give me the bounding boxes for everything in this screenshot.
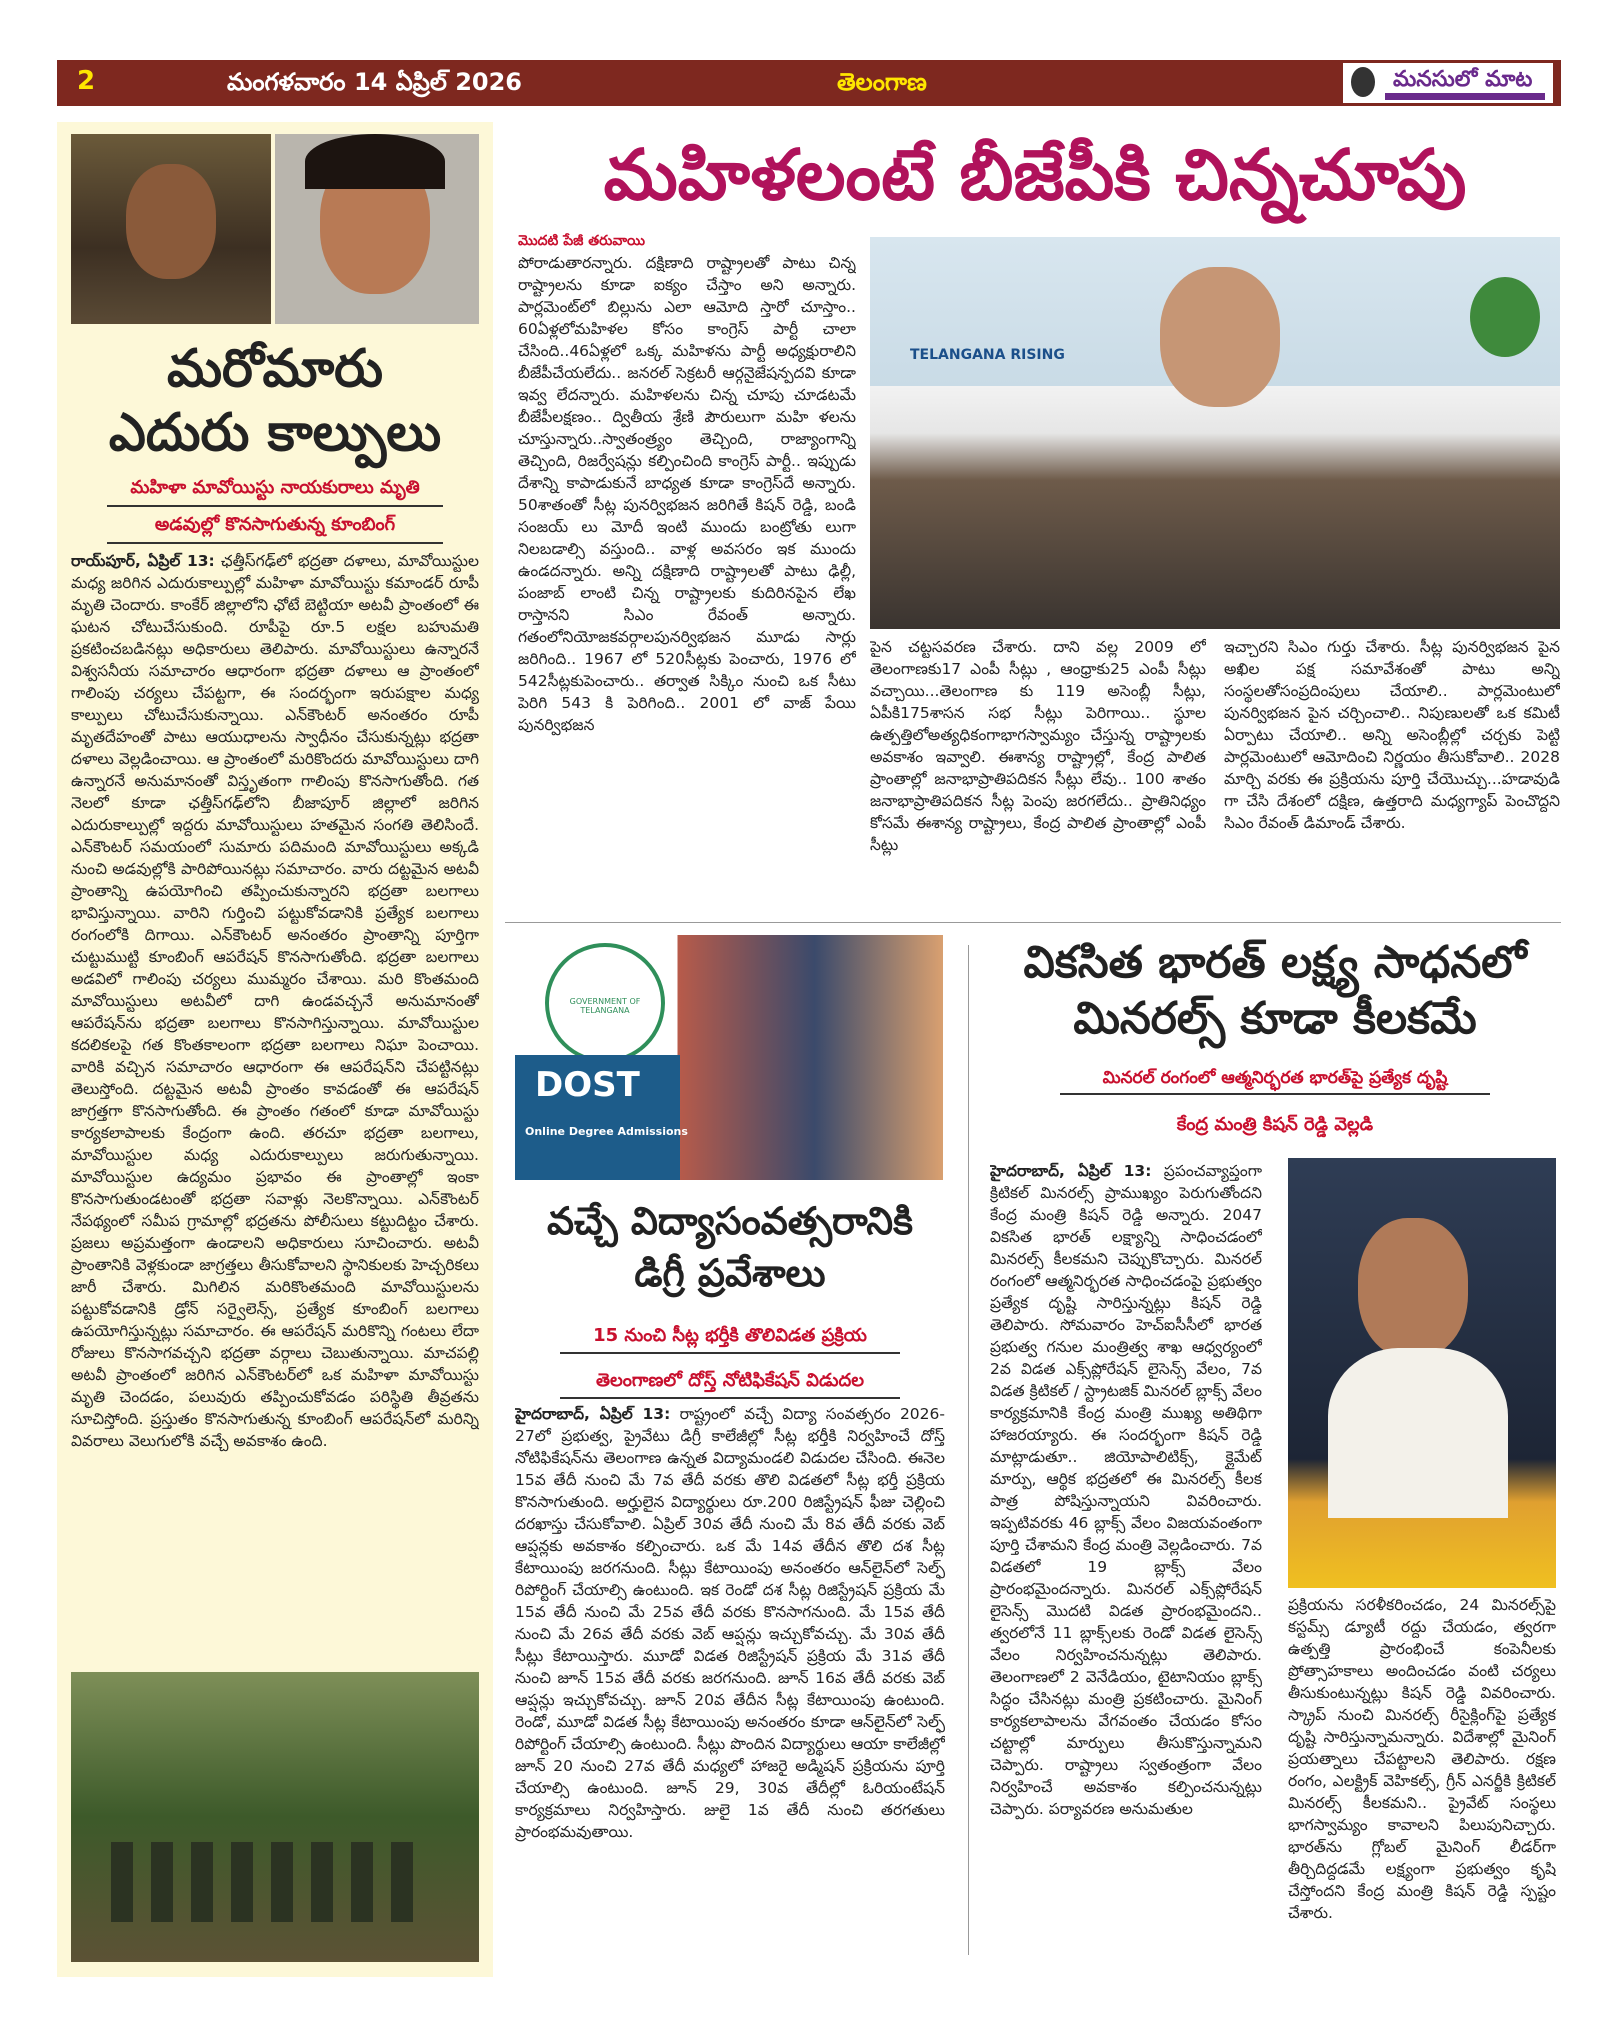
masthead-logo: మనసులో మాట [1343, 63, 1553, 103]
continued-label: మొదటి పేజీ తరువాయి [518, 233, 645, 249]
subheadline: కేంద్ర మంత్రి కిషన్ రెడ్డి వెల్లడి [1176, 1114, 1374, 1135]
minerals-headline: వికసిత భారత్ లక్ష్య సాధనలో మినరల్స్ కూడా కీలకమే [1023, 937, 1527, 1044]
press-meet-photo: TELANGANA RISING [870, 237, 1560, 629]
divider [505, 922, 1561, 923]
divider [968, 945, 969, 1955]
page-header [57, 60, 1561, 106]
subheadline: మినరల్ రంగంలో ఆత్మనిర్భరత భారత్‌పై ప్రత్యేక దృష్టి [1102, 1068, 1448, 1088]
forest-photo [71, 1672, 479, 1962]
dost-headline: వచ్చే విద్యాసంవత్సరానికి డిగ్రీ ప్రవేశాలు [547, 1199, 913, 1295]
main-headline: మహిళలంటే బీజేపీకి చిన్నచూపు [603, 134, 1467, 216]
section-name: తెలంగాణ [837, 68, 927, 96]
minerals-body-col1: హైదరాబాద్, ఏప్రిల్ 13: ప్రపంచవ్యాప్తంగా క్రిటికల్ మినరల్స్ ప్రాముఖ్యం పెరుగుతోందని కేంద్ర మంత్రి కిషన్ రెడ్డి అన్నారు. 2047 వికసిత భారత్ లక్ష్యాన్ని సాధించడంలో మినరల్స్ కీలకమని చెప్పుకొచ్చారు. మినరల్ రంగంలో ఆత్మనిర్భరత సాధించడంపై ప్రభుత్వం ప్రత్యేక దృష్టి సారిస్తున్నట్లు కిషన్ రెడ్డి తెలిపారు. సోమవారం హెచ్‌ఐసీసీలో భారత ప్రభుత్వ గనుల మంత్రిత్వ శాఖ ఆధ్వర్యంలో 2వ విడత ఎక్స్‌ప్లోరేషన్ లైసెన్స్ వేలం, 7వ విడత క్రిటికల్ / స్ట్రాటజిక్ మినరల్ బ్లాక్స్ వేలం కార్యక్రమానికి కేంద్ర మంత్రి ముఖ్య అతిథిగా హాజరయ్యారు. ఈ సందర్భంగా కిషన్ రెడ్డి మాట్లాడుతూ.. జియోపాలిటిక్స్, క్లైమేట్ మార్పు, ఆర్థిక భద్రతలో ఈ మినరల్స్ కీలక పాత్ర పోషిస్తున్నాయని వివరించారు. ఇప్పటివరకు 46 బ్లాక్స్ వేలం విజయవంతంగా పూర్తి చేశామని కేంద్ర మంత్రి వెల్లడించారు. 7వ విడతలో 19 బ్లాక్స్ వేలం ప్రారంభమైందన్నారు. మినరల్ ఎక్స్‌ప్లోరేషన్ లైసెన్స్ మొదటి విడత ప్రారంభమైందని.. త్వరలోనే 11 బ్లాక్స్‌లకు రెండో విడత లైసెన్స్ వేలం నిర్వహించనున్నట్లు తెలిపారు. తెలంగాణలో 2 వెనేడియం, టైటానియం బ్లాక్స్ సిద్ధం చేసినట్లు మంత్రి ప్రకటించారు. మైనింగ్ కార్యకలాపాలను వేగవంతం చేయడం కోసం చట్టాల్లో మార్పులు తీసుకొస్తున్నామని చెప్పారు. రాష్ట్రాలు స్వతంత్రంగా వేలం నిర్వహించే అవకాశం కల్పించనున్నట్లు చెప్పారు. పర్యావరణ అనుమతుల [990, 1162, 1262, 1818]
main-body-col1: పోరాడుతారన్నారు. దక్షిణాది రాష్ట్రాలతో పాటు చిన్న రాష్ట్రాలను కూడా ఐక్యం చేస్తాం అని అన్నారు. పార్లమెంట్‌లో బిల్లును ఎలా ఆమోది స్తారో చూస్తాం.. 60ఏళ్లలోమహిళల కోసం కాంగ్రెస్ పార్టీ చాలా చేసింది..46ఏళ్లలో ఒక్క మహిళను పార్టీ అధ్యక్షురాలిని బీజేపీచేయలేదు.. జనరల్ సెక్రటరీ ఆర్గనైజేషన్పదవి కూడా ఇవ్వ లేదన్నారు. మహిళలను చిన్న చూపు చూడటమే బీజేపీలక్షణం.. ద్వితీయ శ్రేణి పౌరులుగా మహి ళలను చూస్తున్నారు..స్వాతంత్ర్యం తెచ్చింది, రాజ్యాంగాన్ని తెచ్చింది, రిజర్వేషన్లు కల్పించింది కాంగ్రెస్ పార్టీ.. ఇప్పుడు దేశాన్ని కాపాడుకునే బాధ్యత కూడా కాంగ్రెస్‌దే అన్నారు. 50శాతంతో సీట్ల పునర్విభజన జరిగితే కిషన్ రెడ్డి, బండి సంజయ్ లు మోదీ ఇంటి ముందు బంట్రోతు లుగా నిలబడాల్సి వస్తుంది.. వాళ్ల అవసరం ఇక ముందు ఉండదన్నారు. అన్ని దక్షిణాది రాష్ట్రాలతో పాటు ఢిల్లీ, పంజాబ్ లాంటి చిన్న రాష్ట్రాలకు కుదిరినపైన లేఖ రాస్తానని సిఎం రేవంత్ అన్నారు. గతంలోనియోజకవర్గాలపునర్విభజన మూడు సార్లు జరిగింది.. 1967 లో 520సీట్లకు పెంచారు, 1976 లో 542సీట్లకుపెంచారు.. తర్వాత సిక్కిం నుంచి ఒక సీటు పెరిగి 543 కి పెరిగింది.. 2001 లో వాజ్ పేయి పునర్విభజన [518, 254, 856, 734]
left-story [57, 122, 493, 1977]
page-number: 2 [77, 66, 96, 96]
article-body: రాయ్‌పూర్, ఏప్రిల్ 13: ఛత్తీస్‌గఢ్‌లో భద్రతా దళాలు, మావోయిస్టుల మధ్య జరిగిన ఎదురుకాల్పుల్లో మహిళా మావోయిస్టు కమాండర్ రూపీ మృతి చెందారు. కాంకేర్ జిల్లాలోని ఛోటే బెట్టియా అటవీ ప్రాంతంలో ఈ ఘటన చోటుచేసుకుంది. రూపీపై రూ.5 లక్షల బహుమతి ప్రకటించబడినట్లు అధికారులు తెలిపారు. మావోయిస్టులు ఉన్నారనే విశ్వసనీయ సమాచారం ఆధారంగా భద్రతా దళాలు ఆ ప్రాంతంలో గాలింపు చర్యలు చేపట్టగా, ఈ సందర్భంగా ఇరుపక్షాల మధ్య కాల్పులు చోటుచేసుకున్నాయి. ఎన్‌కౌంటర్ అనంతరం రూపీ మృతదేహంతో పాటు ఆయుధాలను స్వాధీనం చేసుకున్నట్లు భద్రతా దళాలు వెల్లడించాయి. ఆ ప్రాంతంలో మరికొందరు మావోయిస్టులు దాగి ఉన్నారనే అనుమానంతో విస్తృతంగా గాలింపు కొనసాగుతోంది. గత నెలలో కూడా ఛత్తీస్‌గఢ్‌లోని బీజాపూర్ జిల్లాలో జరిగిన ఎదురుకాల్పుల్లో ఇద్దరు మావోయిస్టులు హతమైన సంగతి తెలిసిందే. ఎన్‌కౌంటర్ సమయంలో సుమారు పదిమంది మావోయిస్టులు అక్కడి నుంచి అడవుల్లోకి పారిపోయినట్లు సమాచారం. వారు దట్టమైన అటవీ ప్రాంతాన్ని ఉపయోగించి తప్పించుకున్నారని భద్రతా బలగాలు భావిస్తున్నాయి. వారిని గుర్తించి పట్టుకోవడానికి ప్రత్యేక బలగాలు రంగంలోకి దిగాయి. ఎన్‌కౌంటర్ అనంతరం ప్రాంతాన్ని పూర్తిగా చుట్టుముట్టి కూంబింగ్ ఆపరేషన్ కొనసాగుతోంది. భద్రతా బలగాలు అడవిలో గాలింపు చర్యలు ముమ్మరం చేశాయి. మరి కొంతమంది మావోయిస్టులు అటవీలో దాగి ఉండవచ్చనే అనుమానంతో ఆపరేషన్‌ను భద్రతా బలగాలు కొనసాగిస్తున్నాయి. మావోయిస్టుల కదలికలపై గత కొంతకాలంగా భద్రతా బలగాలు నిఘా పెంచాయి. వారికి వచ్చిన సమాచారం ఆధారంగా ఈ ఆపరేషన్‌ని చేపట్టినట్లు తెలుస్తోంది. దట్టమైన అటవీ ప్రాంతం కావడంతో ఈ ఆపరేషన్ జాగ్రత్తగా కొనసాగుతోంది. ఈ ప్రాంతం గతంలో కూడా మావోయిస్టు కార్యకలాపాలకు కేంద్రంగా ఉంది. తరచూ భద్రతా బలగాలు, మావోయిస్టుల మధ్య ఎదురుకాల్పులు జరుగుతున్నాయి. మావోయిస్టుల ఉద్యమం ప్రభావం ఈ ప్రాంతాల్లో ఇంకా కొనసాగుతుండటంతో భద్రతా సవాళ్లు నెలకొన్నాయి. ఎన్‌కౌంటర్ నేపథ్యంలో సమీప గ్రామాల్లో భద్రతను పోలీసులు కట్టుదిట్టం చేశారు. ప్రజలు అప్రమత్తంగా ఉండాలని అధికారులు సూచించారు. అటవీ ప్రాంతానికి వెళ్లకుండా జాగ్రత్తలు తీసుకోవాలని స్థానికులకు హెచ్చరికలు జారీ చేశారు. మిగిలిన మరికొంతమంది మావోయిస్టులను పట్టుకోవడానికి డ్రోన్ సర్వైలెన్స్, ప్రత్యేక కూంబింగ్ బలగాలు ఉపయోగిస్తున్నట్లు సమాచారం. ఈ ఆపరేషన్ మరికొన్ని గంటలు లేదా రోజులు కొనసాగవచ్చని భద్రతా వర్గాలు చెబుతున్నాయి. మాచపల్లి అటవీ ప్రాంతంలో జరిగిన ఎన్‌కౌంటర్‌లో ఒక మహిళా మావోయిస్టు మృతి చెందడం, పలువురు తప్పించుకోవడం పరిస్థితి తీవ్రతను సూచిస్తోంది. ప్రస్తుతం కొనసాగుతున్న కూంబింగ్ ఆపరేషన్‌లో మరిన్ని వివరాలు వెలుగులోకి వచ్చే అవకాశం ఉంది. [71, 552, 479, 1450]
portrait-photo-2 [275, 134, 479, 324]
main-body-col2: పైన చట్టసవరణ చేశారు. దాని వల్ల 2009 లో తెలంగాణకు17 ఎంపీ సీట్లు , ఆంధ్రాకు25 ఎంపీ సీట్లు వచ్చాయి...తెలంగాణ కు 119 అసెంబ్లీ సీట్లు, ఏపీకి175శాసన సభ సీట్లు పెరిగాయి.. స్థూల ఉత్పత్తిలోఅత్యధికంగాభాగస్వామ్యం చేస్తున్న రాష్ట్రాలకు అవకాశం ఇవ్వాలి. ఈశాన్య రాష్ట్రాల్లో, కేంద్ర పాలిత ప్రాంతాల్లో జనాభాప్రాతిపదికన సీట్లు లేవు.. 100 శాతం జనాభాప్రాతిపదికన సీట్ల పెంపు జరగలేదు.. ప్రాతినిధ్యం కోసమే ఈశాన్య రాష్ట్రాలు, కేంద్ర పాలిత ప్రాంతాల్లో ఎంపీ సీట్లు [870, 638, 1206, 854]
portrait-icon [1351, 67, 1375, 97]
date: మంగళవారం 14 ఏప్రిల్ 2026 [227, 68, 522, 96]
subheadline: తెలంగాణలో దోస్త్ నోటిఫికేషన్ విడుదల [596, 1370, 864, 1391]
subheadline: అడవుల్లో కొనసాగుతున్న కూంబింగ్ [154, 514, 396, 535]
headline: మరోమారు ఎదురు కాల్పులు [108, 339, 442, 463]
dost-body: హైదరాబాద్, ఏప్రిల్ 13: రాష్ట్రంలో వచ్చే విద్యా సంవత్సరం 2026-27లో ప్రభుత్వ, ప్రైవేటు డిగ్రీ కాలేజీల్లో సీట్ల భర్తీకి నిర్వహించే దోస్త్ నోటిఫికేషన్‌ను తెలంగాణ ఉన్నత విద్యామండలి విడుదల చేసింది. ఈనెల 15వ తేదీ నుంచి మే 7వ తేదీ వరకు తొలి విడతలో సీట్ల భర్తీ ప్రక్రియ కొనసాగుతుంది. అర్హులైన విద్యార్థులు రూ.200 రిజిస్ట్రేషన్ ఫీజు చెల్లించి దరఖాస్తు చేసుకోవాలి. ఏప్రిల్ 30వ తేదీ నుంచి మే 8వ తేదీ వరకు వెబ్ ఆప్షన్లకు అవకాశం కల్పించారు. ఒక మే 14వ తేదీన తొలి దశ సీట్ల కేటాయింపు జరగనుంది. సీట్లు కేటాయింపు అనంతరం ఆన్‌లైన్‌లో సెల్ఫ్ రిపోర్టింగ్ చేయాల్సి ఉంటుంది. ఇక రెండో దశ సీట్ల రిజిస్ట్రేషన్ ప్రక్రియ మే 15వ తేదీ నుంచి మే 25వ తేదీ వరకు కొనసాగనుంది. మే 15వ తేదీ నుంచి మే 26వ తేదీ వరకు వెబ్ ఆప్షన్లు ఇచ్చుకోవచ్చు. మే 30వ తేదీ సీట్లు కేటాయిస్తారు. మూడో విడత రిజిస్ట్రేషన్ ప్రక్రియ మే 31వ తేదీ నుంచి జూన్ 15వ తేదీ వరకు జరగనుంది. జూన్ 16వ తేదీ వరకు వెబ్ ఆప్షన్లు ఇచ్చుకోవచ్చు. జూన్ 20వ తేదీన సీట్ల కేటాయింపు ఉంటుంది. రెండో, మూడో విడత సీట్ల కేటాయింపు అనంతరం కూడా ఆన్‌లైన్‌లో సెల్ఫ్ రిపోర్టింగ్ చేయాల్సి ఉంటుంది. సీట్లు పొందిన విద్యార్థులు ఆయా కాలేజీల్లో జూన్ 20 నుంచి 27వ తేదీ మధ్యలో హాజరై అడ్మిషన్ ప్రక్రియను పూర్తి చేయాల్సి ఉంటుంది. జూన్ 29, 30వ తేదీల్లో ఓరియంటేషన్ కార్యక్రమాలు నిర్వహిస్తారు. జులై 1వ తేదీ నుంచి తరగతులు ప్రారంభమవుతాయి. [515, 1405, 945, 1841]
subheadline: 15 నుంచి సీట్ల భర్తీకి తొలివిడత ప్రక్రియ [593, 1325, 867, 1346]
minister-photo [1288, 1158, 1556, 1588]
portrait-photo-1 [71, 134, 271, 324]
dost-image: GOVERNMENT OF TELANGANA DOST Online Degree Admissions [515, 935, 943, 1180]
subheadline: మహిళా మావోయిస్టు నాయకురాలు మృతి [130, 477, 420, 498]
minerals-body-col2: ప్రక్రియను సరళీకరించడం, 24 మినరల్స్‌పై కస్టమ్స్ డ్యూటీ రద్దు చేయడం, త్వరగా ఉత్పత్తి ప్రారంభించే కంపెనీలకు ప్రోత్సాహకాలు అందించడం వంటి చర్యలు తీసుకుంటున్నట్లు కిషన్ రెడ్డి వివరించారు. స్క్రాప్ నుంచి మినరల్స్ రీసైక్లింగ్‌పై ప్రత్యేక దృష్టి సారిస్తున్నామన్నారు. విదేశాల్లో మైనింగ్ ప్రయత్నాలు చేపట్టాలని తెలిపారు. రక్షణ రంగం, ఎలక్ట్రిక్ వెహికల్స్, గ్రీన్ ఎనర్జీకి క్రిటికల్ మినరల్స్ కీలకమని.. ప్రైవేట్ సంస్థలు భాగస్వామ్యం కావాలని పిలుపునిచ్చారు. భారత్‌ను గ్లోబల్ మైనింగ్ లీడర్‌గా తీర్చిదిద్దడమే లక్ష్యంగా ప్రభుత్వం కృషి చేస్తోందని కేంద్ర మంత్రి కిషన్ రెడ్డి స్పష్టం చేశారు. [1288, 1596, 1556, 1922]
main-body-col3: ఇచ్చారని సిఎం గుర్తు చేశారు. సీట్ల పునర్విభజన పైన అఖిల పక్ష సమావేశంతో పాటు అన్ని సంస్థలతోసంప్రదింపులు చేయాలి.. పార్లమెంటులో పునర్విభజన పైన చర్చించాలి.. నిపుణులతో ఒక కమిటీ ఏర్పాటు చేయాలి.. అన్ని అసెంబ్లీల్లో చర్చకు పెట్టి పార్లమెంటులో ఆమోదించి నిర్ణయం తీసుకోవాలి.. 2028 మార్చి వరకు ఈ ప్రక్రియను పూర్తి చేయొచ్చు...హడావుడి గా చేసి దేశంలో దక్షిణ, ఉత్తరాది మధ్యగ్యాప్ పెంచొద్దని సిఎం రేవంత్ డిమాండ్ చేశారు. [1224, 638, 1560, 832]
